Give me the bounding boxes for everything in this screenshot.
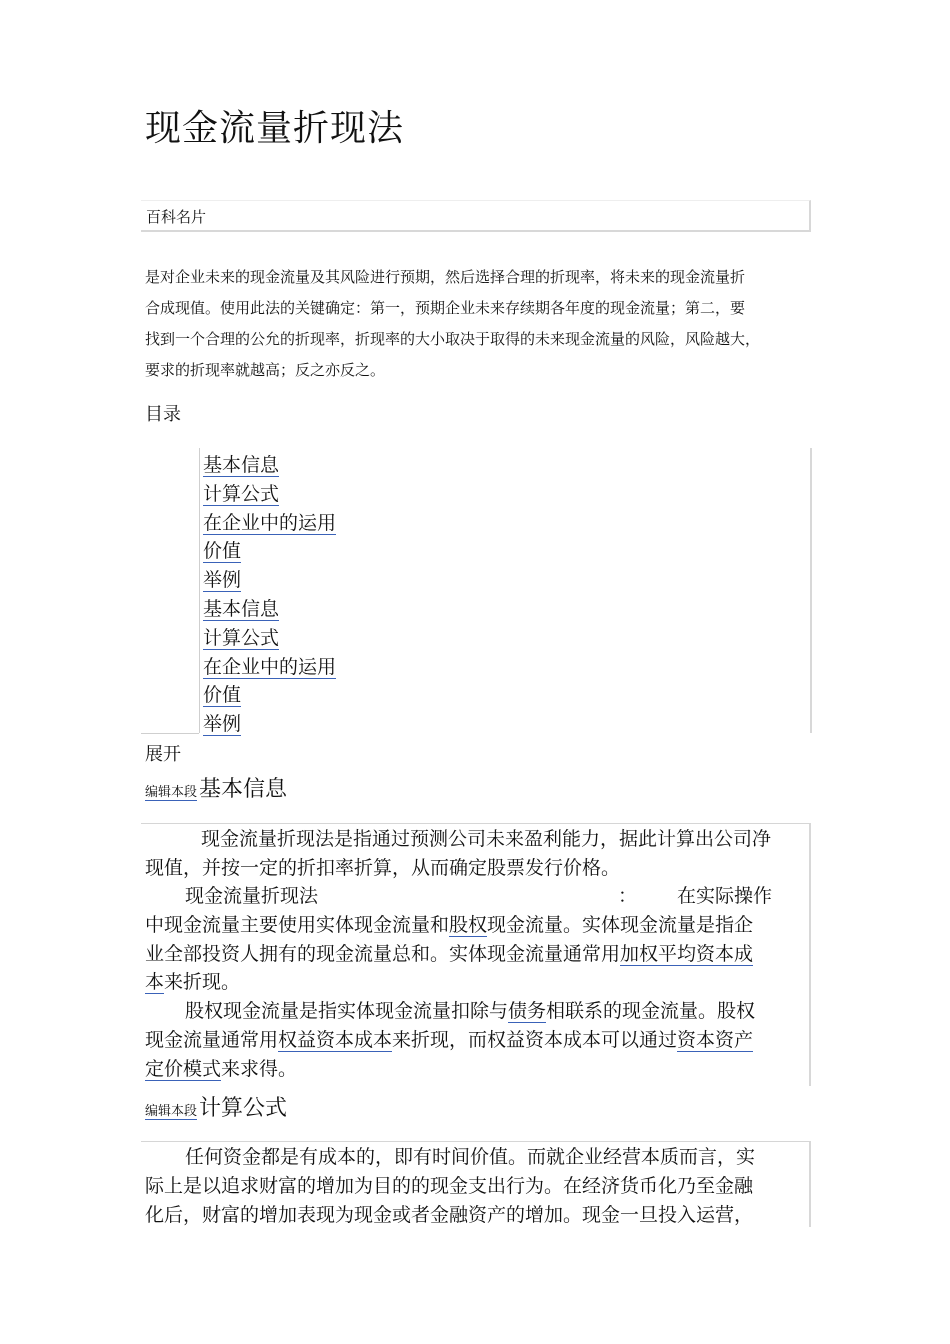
text-run: 现金流量通常用 (145, 1028, 279, 1051)
paragraph (145, 825, 809, 883)
toc-link[interactable]: 举例 (203, 569, 242, 592)
colon: ： (618, 885, 638, 907)
card-label: 百科名片 (146, 208, 207, 226)
wacc-link[interactable]: 加权平均资本成 (620, 942, 754, 965)
text-line: 际上是以追求财富的增加为目的的现金支出行为。在经济货币化乃至金融 (145, 1174, 754, 1197)
toc-link[interactable]: 在企业中的运用 (203, 511, 337, 534)
section-heading-formula (145, 1091, 287, 1122)
text-line (145, 968, 809, 997)
text-run: 来折现。 (164, 971, 241, 994)
paragraph (145, 1143, 809, 1229)
edit-section-link[interactable]: 编辑本段 (145, 1104, 198, 1119)
summary-line: 要求的折现率就越高；反之亦反之。 (145, 361, 386, 379)
toc-link[interactable]: 在企业中的运用 (203, 655, 337, 678)
edit-section-link[interactable]: 编辑本段 (145, 785, 198, 800)
toc-divider (141, 733, 199, 734)
page-title: 现金流量折现法 (145, 108, 405, 149)
toc-heading: 目录 (145, 404, 181, 425)
text-line (145, 997, 809, 1026)
text-run: 中现金流量主要使用实体现金流量和 (145, 913, 450, 936)
text-run: 相联系的现金流量。股权 (546, 1000, 756, 1022)
toc-link[interactable]: 基本信息 (203, 454, 280, 476)
summary-line: 是对企业未来的现金流量及其风险进行预期，然后选择合理的折现率，将未来的现金流量折 (145, 268, 746, 286)
cost-of-equity-link[interactable]: 权益资本成本 (278, 1028, 393, 1051)
section-title: 计算公式 (199, 1096, 288, 1121)
equity-link[interactable]: 股权 (449, 913, 488, 936)
text-run: 来折现，而权益资本成本可以通过 (392, 1028, 678, 1051)
text-run: 来求得。 (221, 1057, 298, 1080)
toc-link[interactable]: 价值 (203, 540, 242, 563)
debt-link[interactable]: 债务 (508, 1000, 547, 1022)
toc-link[interactable]: 计算公式 (203, 482, 280, 505)
text-line: 化后，财富的增加表现为现金或者金融资产的增加。现金一旦投入运营， (145, 1203, 754, 1226)
text-line: 现金流量折现法是指通过预测公司未来盈利能力，据此计算出公司净 (201, 828, 772, 850)
capm-link[interactable]: 资本资产 (677, 1028, 754, 1051)
toc-link[interactable]: 基本信息 (203, 597, 280, 620)
summary-line: 找到一个合理的公允的折现率，折现率的大小取决于取得的未来现金流量的风险，风险越大， (145, 330, 761, 348)
paragraph (145, 882, 809, 997)
toc-link[interactable]: 计算公式 (203, 626, 280, 649)
card-header (141, 200, 811, 232)
wacc-link-cont[interactable]: 本 (145, 971, 165, 994)
text-line (145, 911, 809, 940)
text-run: 业全部投资人拥有的现金流量总和。实体现金流量通常用 (145, 942, 621, 965)
text-line (145, 940, 809, 969)
text-line (145, 1026, 809, 1055)
text-run: 股权现金流量是指实体现金流量扣除与 (185, 1000, 509, 1022)
toc-link[interactable]: 举例 (203, 713, 242, 736)
text-line (145, 882, 809, 911)
text-line: 任何资金都是有成本的，即有时间价值。而就企业经营本质而言，实 (185, 1146, 756, 1168)
capm-link-cont[interactable]: 定价模式 (145, 1057, 222, 1080)
section-heading-basic-info (145, 772, 287, 803)
table-of-contents (199, 448, 812, 736)
section-title: 基本信息 (199, 777, 288, 802)
toc-link[interactable]: 价值 (203, 684, 242, 707)
summary-line: 合成现值。使用此法的关键确定：第一，预期企业未来存续期各年度的现金流量；第二，要 (145, 299, 746, 317)
text-run: 在实际操作 (677, 885, 773, 907)
text-line: 现值，并按一定的折扣率折算，从而确定股票发行价格。 (145, 856, 621, 879)
expand-toc-button[interactable]: 展开 (145, 744, 181, 765)
term: 现金流量折现法 (185, 885, 319, 907)
text-line (145, 1055, 809, 1084)
summary (145, 262, 813, 386)
paragraph (145, 997, 809, 1083)
text-run: 现金流量。实体现金流量是指企 (487, 913, 754, 936)
